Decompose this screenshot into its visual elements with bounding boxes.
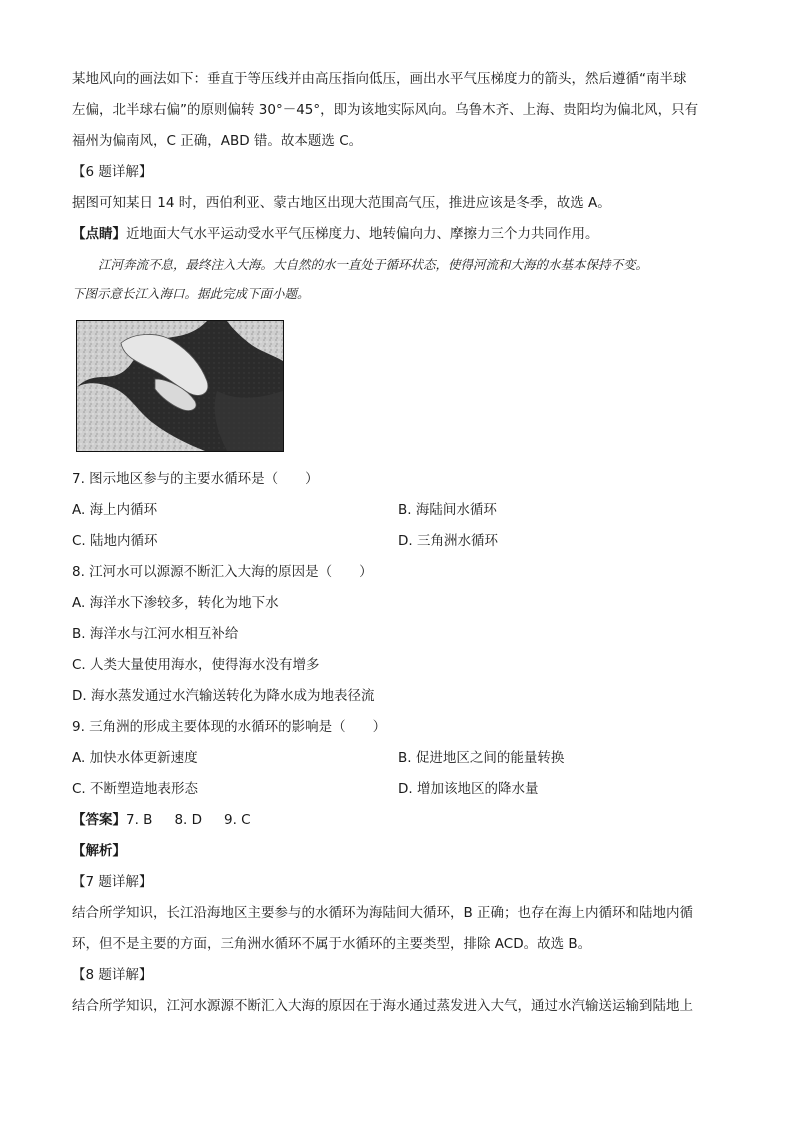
q7-options-row-1 xyxy=(72,495,724,526)
yangtze-estuary-photo xyxy=(76,320,284,452)
q9-option-c[interactable]: C. 不断塑造地表形态 xyxy=(72,781,199,797)
q9-option-b[interactable]: B. 促进地区之间的能量转换 xyxy=(398,750,565,766)
q7-stem: 7. 图示地区参与的主要水循环是（ ） xyxy=(72,471,319,487)
q8-option-d[interactable]: D. 海水蒸发通过水汽输送转化为降水成为地表径流 xyxy=(72,688,375,704)
intro-line-1: 某地风向的画法如下：垂直于等压线并由高压指向低压，画出水平气压梯度力的箭头，然后遵循“南半球 xyxy=(72,71,687,87)
q6-heading: 【6 题详解】 xyxy=(72,164,153,180)
q9-options-row-2 xyxy=(72,774,724,805)
q9-option-a[interactable]: A. 加快水体更新速度 xyxy=(72,750,198,766)
q7-option-b[interactable]: B. 海陆间水循环 xyxy=(398,502,497,518)
q7-option-a[interactable]: A. 海上内循环 xyxy=(72,502,158,518)
q8-option-b[interactable]: B. 海洋水与江河水相互补给 xyxy=(72,626,239,642)
q6-text: 据图可知某日 14 时，西伯利亚、蒙古地区出现大范围高气压，推进应该是冬季，故选 A。 xyxy=(72,195,611,211)
q7-analysis-line-1: 结合所学知识，长江沿海地区主要参与的水循环为海陆间大循环，B 正确；也存在海上内循环和陆地内循 xyxy=(72,905,694,921)
q9-options-row-1 xyxy=(72,743,724,774)
q8-stem: 8. 江河水可以源源不断汇入大海的原因是（ ） xyxy=(72,564,373,580)
tip-paragraph xyxy=(72,219,724,250)
passage-line-1: 江河奔流不息，最终注入大海。大自然的水一直处于循环状态，使得河流和大海的水基本保持不变。 xyxy=(98,257,649,272)
q7-option-c[interactable]: C. 陆地内循环 xyxy=(72,533,158,549)
q9-option-d[interactable]: D. 增加该地区的降水量 xyxy=(398,781,539,797)
q8-option-c[interactable]: C. 人类大量使用海水，使得海水没有增多 xyxy=(72,657,320,673)
q8-analysis-heading: 【8 题详解】 xyxy=(72,967,153,983)
q7-option-d[interactable]: D. 三角洲水循环 xyxy=(398,533,498,549)
estuary-map-graphic xyxy=(77,321,283,451)
answer-7: 7. B xyxy=(126,812,153,828)
answer-row xyxy=(72,805,724,836)
tip-label: 【点睛】 xyxy=(72,226,126,242)
passage-line-2: 下图示意长江入海口。据此完成下面小题。 xyxy=(72,286,310,301)
answer-label: 【答案】 xyxy=(72,812,126,828)
intro-line-3: 福州为偏南风，C 正确，ABD 错。故本题选 C。 xyxy=(72,133,363,149)
q8-option-a[interactable]: A. 海洋水下渗较多，转化为地下水 xyxy=(72,595,279,611)
q7-analysis-heading: 【7 题详解】 xyxy=(72,874,153,890)
q7-analysis-line-2: 环，但不是主要的方面，三角洲水循环不属于水循环的主要类型，排除 ACD。故选 B。 xyxy=(72,936,592,952)
document-page xyxy=(72,64,724,1022)
q7-options-row-2 xyxy=(72,526,724,557)
analysis-label: 【解析】 xyxy=(72,843,126,859)
q8-analysis-line-1: 结合所学知识，江河水源源不断汇入大海的原因在于海水通过蒸发进入大气，通过水汽输送运输到陆地上 xyxy=(72,998,693,1014)
intro-line-2: 左偏，北半球右偏”的原则偏转 30°－45°，即为该地实际风向。乌鲁木齐、上海、贵阳均为偏北风，只有 xyxy=(72,102,699,118)
answer-8: 8. D xyxy=(174,812,203,828)
q9-stem: 9. 三角洲的形成主要体现的水循环的影响是（ ） xyxy=(72,719,387,735)
answer-9: 9. C xyxy=(224,812,251,828)
tip-text: 近地面大气水平运动受水平气压梯度力、地转偏向力、摩擦力三个力共同作用。 xyxy=(126,226,599,242)
